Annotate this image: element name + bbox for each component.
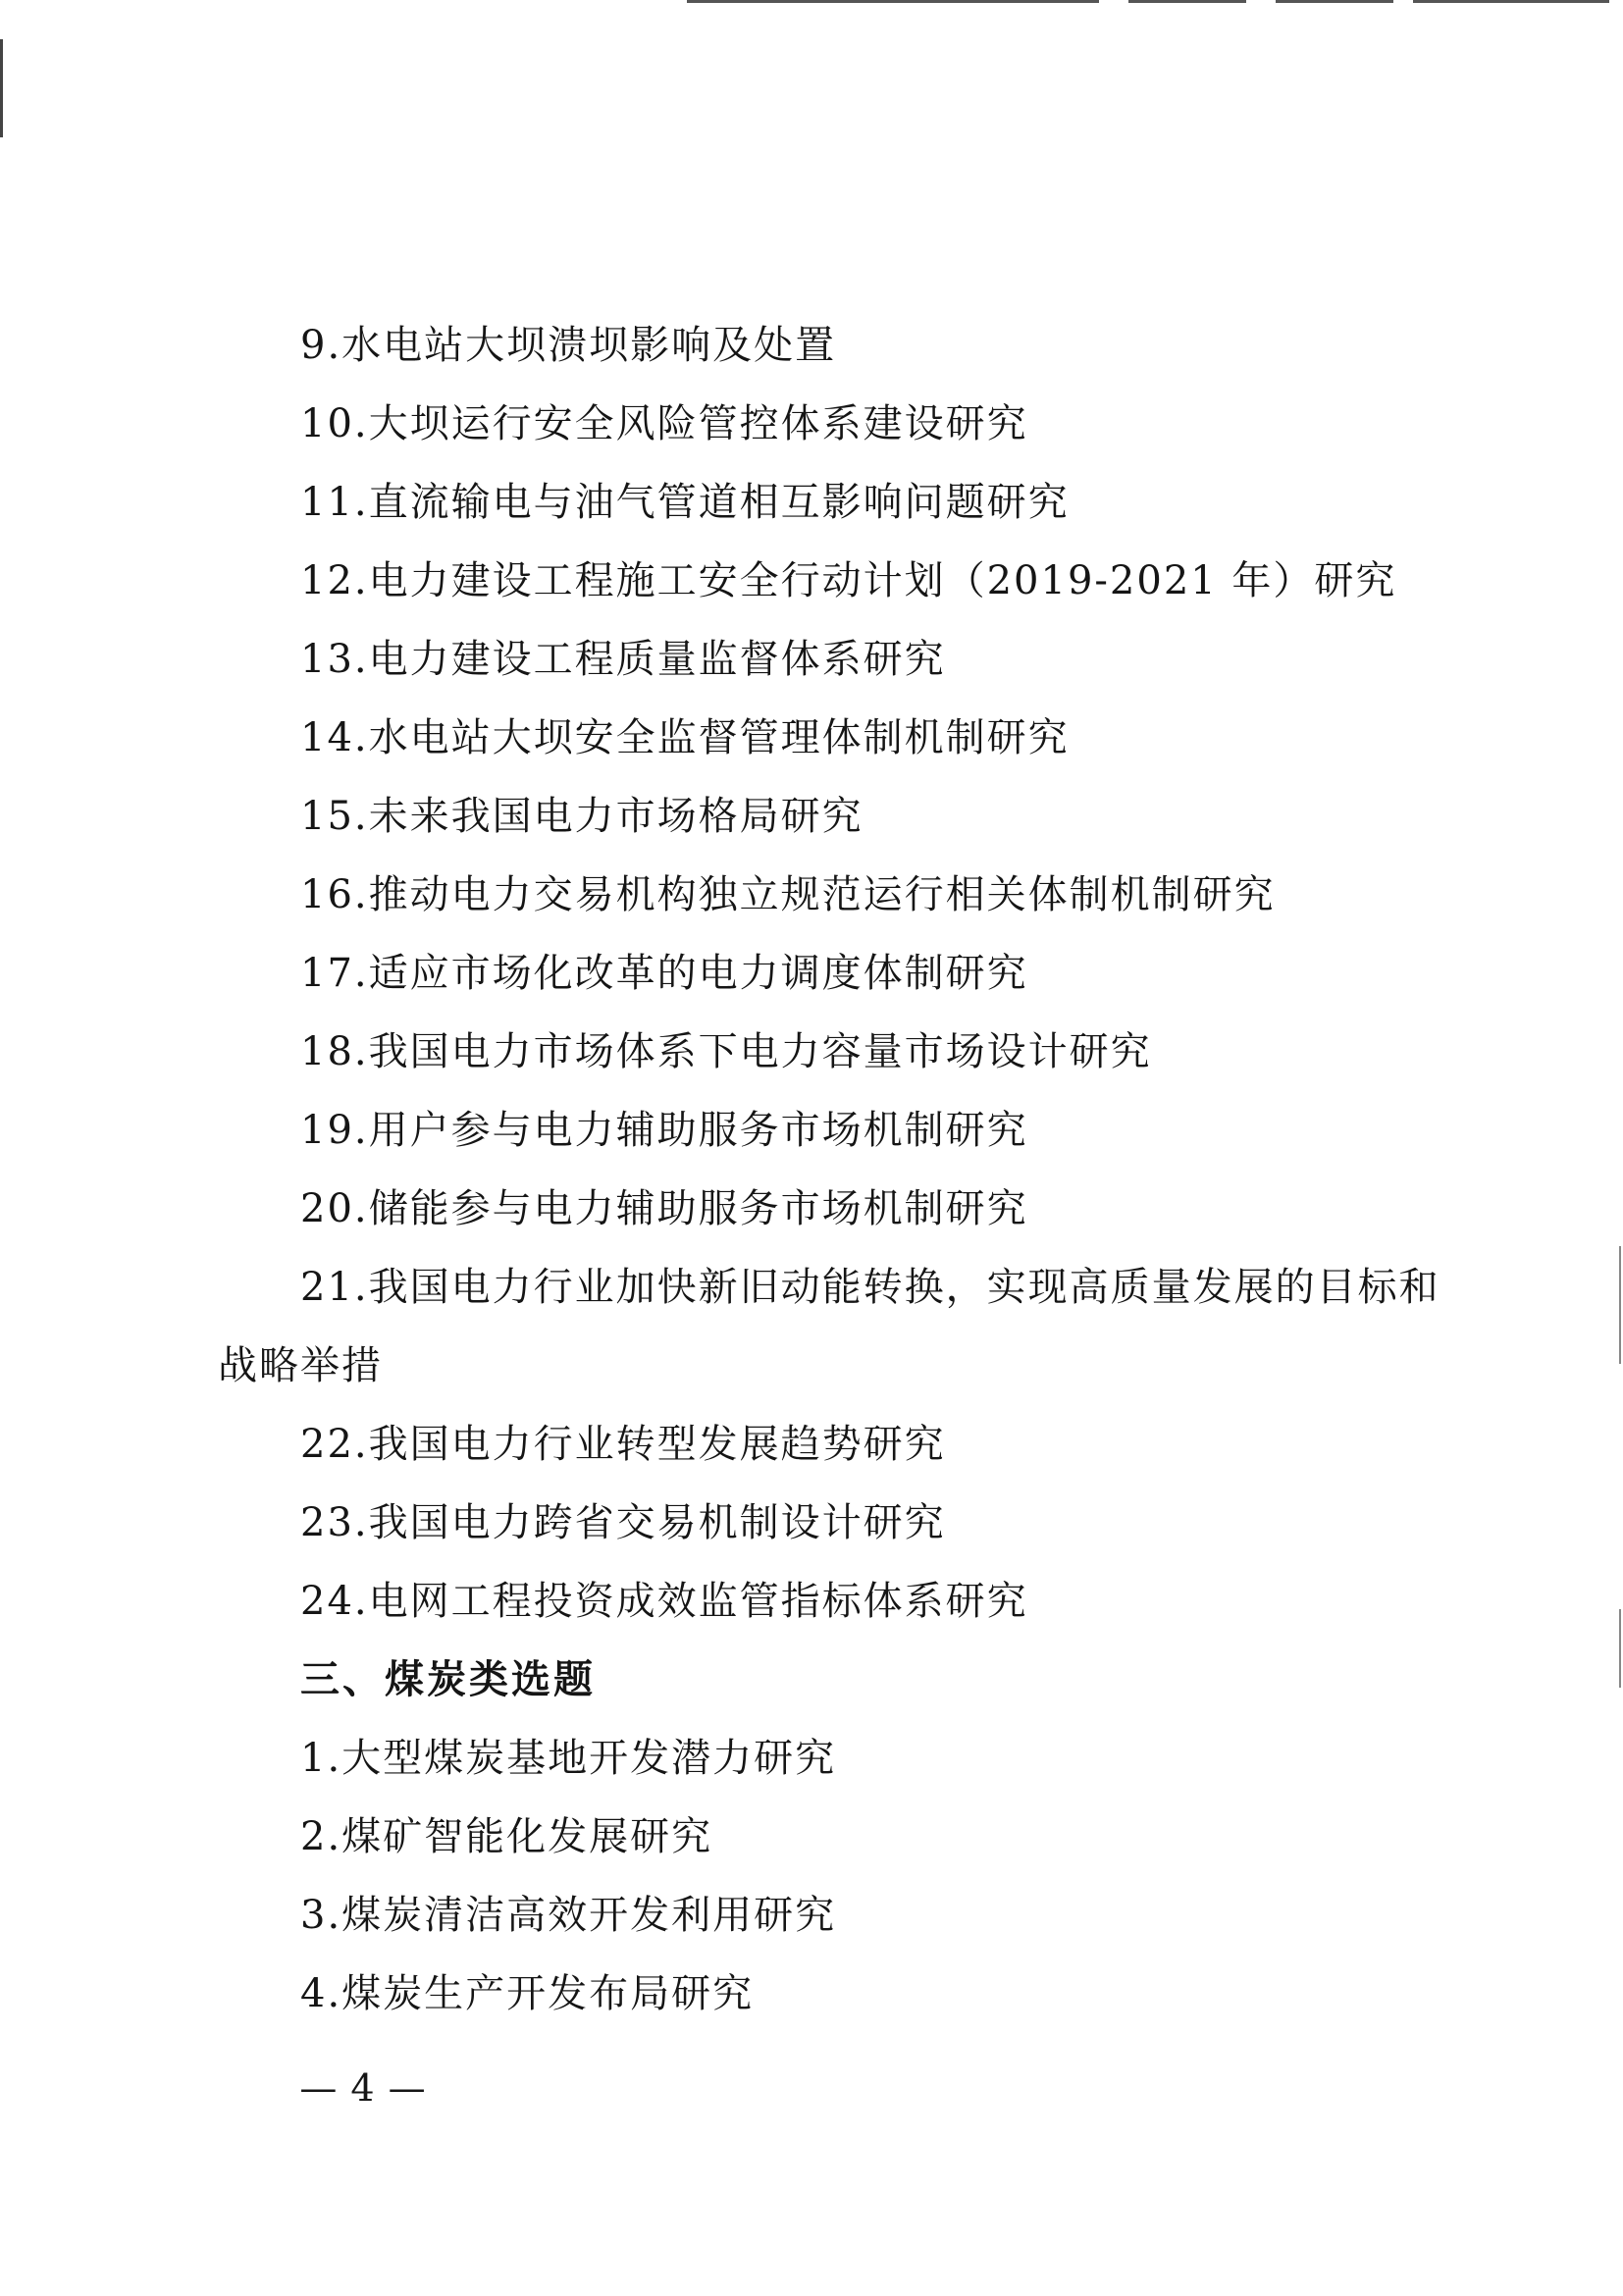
list-item: 23.我国电力跨省交易机制设计研究 bbox=[300, 1500, 946, 1545]
list-item: 17.适应市场化改革的电力调度体制研究 bbox=[300, 951, 1028, 996]
scan-artifact-right bbox=[1619, 1609, 1621, 1688]
list-item-continuation: 战略举措 bbox=[218, 1343, 383, 1388]
list-item: 2.煤矿智能化发展研究 bbox=[300, 1814, 713, 1859]
page-number: — 4 — bbox=[299, 2066, 427, 2110]
list-item: 3.煤炭清洁高效开发利用研究 bbox=[300, 1893, 837, 1938]
section-heading: 三、煤炭类选题 bbox=[300, 1657, 596, 1702]
list-item: 22.我国电力行业转型发展趋势研究 bbox=[300, 1422, 946, 1467]
list-item: 16.推动电力交易机构独立规范运行相关体制机制研究 bbox=[300, 872, 1276, 917]
scan-artifact-top bbox=[0, 0, 1623, 6]
list-item: 10.大坝运行安全风险管控体系建设研究 bbox=[300, 401, 1028, 446]
list-item: 20.储能参与电力辅助服务市场机制研究 bbox=[300, 1186, 1028, 1231]
list-item: 24.电网工程投资成效监管指标体系研究 bbox=[300, 1579, 1028, 1624]
list-item: 18.我国电力市场体系下电力容量市场设计研究 bbox=[300, 1029, 1152, 1074]
list-item: 14.水电站大坝安全监督管理体制机制研究 bbox=[300, 715, 1070, 760]
list-item: 11.直流输电与油气管道相互影响问题研究 bbox=[300, 480, 1070, 525]
list-item: 19.用户参与电力辅助服务市场机制研究 bbox=[300, 1108, 1028, 1153]
list-item: 12.电力建设工程施工安全行动计划（2019-2021 年）研究 bbox=[300, 558, 1397, 603]
list-item: 15.未来我国电力市场格局研究 bbox=[300, 794, 864, 839]
list-item: 1.大型煤炭基地开发潜力研究 bbox=[300, 1736, 837, 1781]
list-item: 9.水电站大坝溃坝影响及处置 bbox=[300, 323, 837, 368]
list-item: 21.我国电力行业加快新旧动能转换，实现高质量发展的目标和 bbox=[300, 1265, 1440, 1310]
scan-artifact-left bbox=[0, 39, 3, 137]
scan-artifact-right bbox=[1619, 1246, 1621, 1364]
list-item: 13.电力建设工程质量监督体系研究 bbox=[300, 637, 946, 682]
list-item: 4.煤炭生产开发布局研究 bbox=[300, 1971, 755, 2016]
